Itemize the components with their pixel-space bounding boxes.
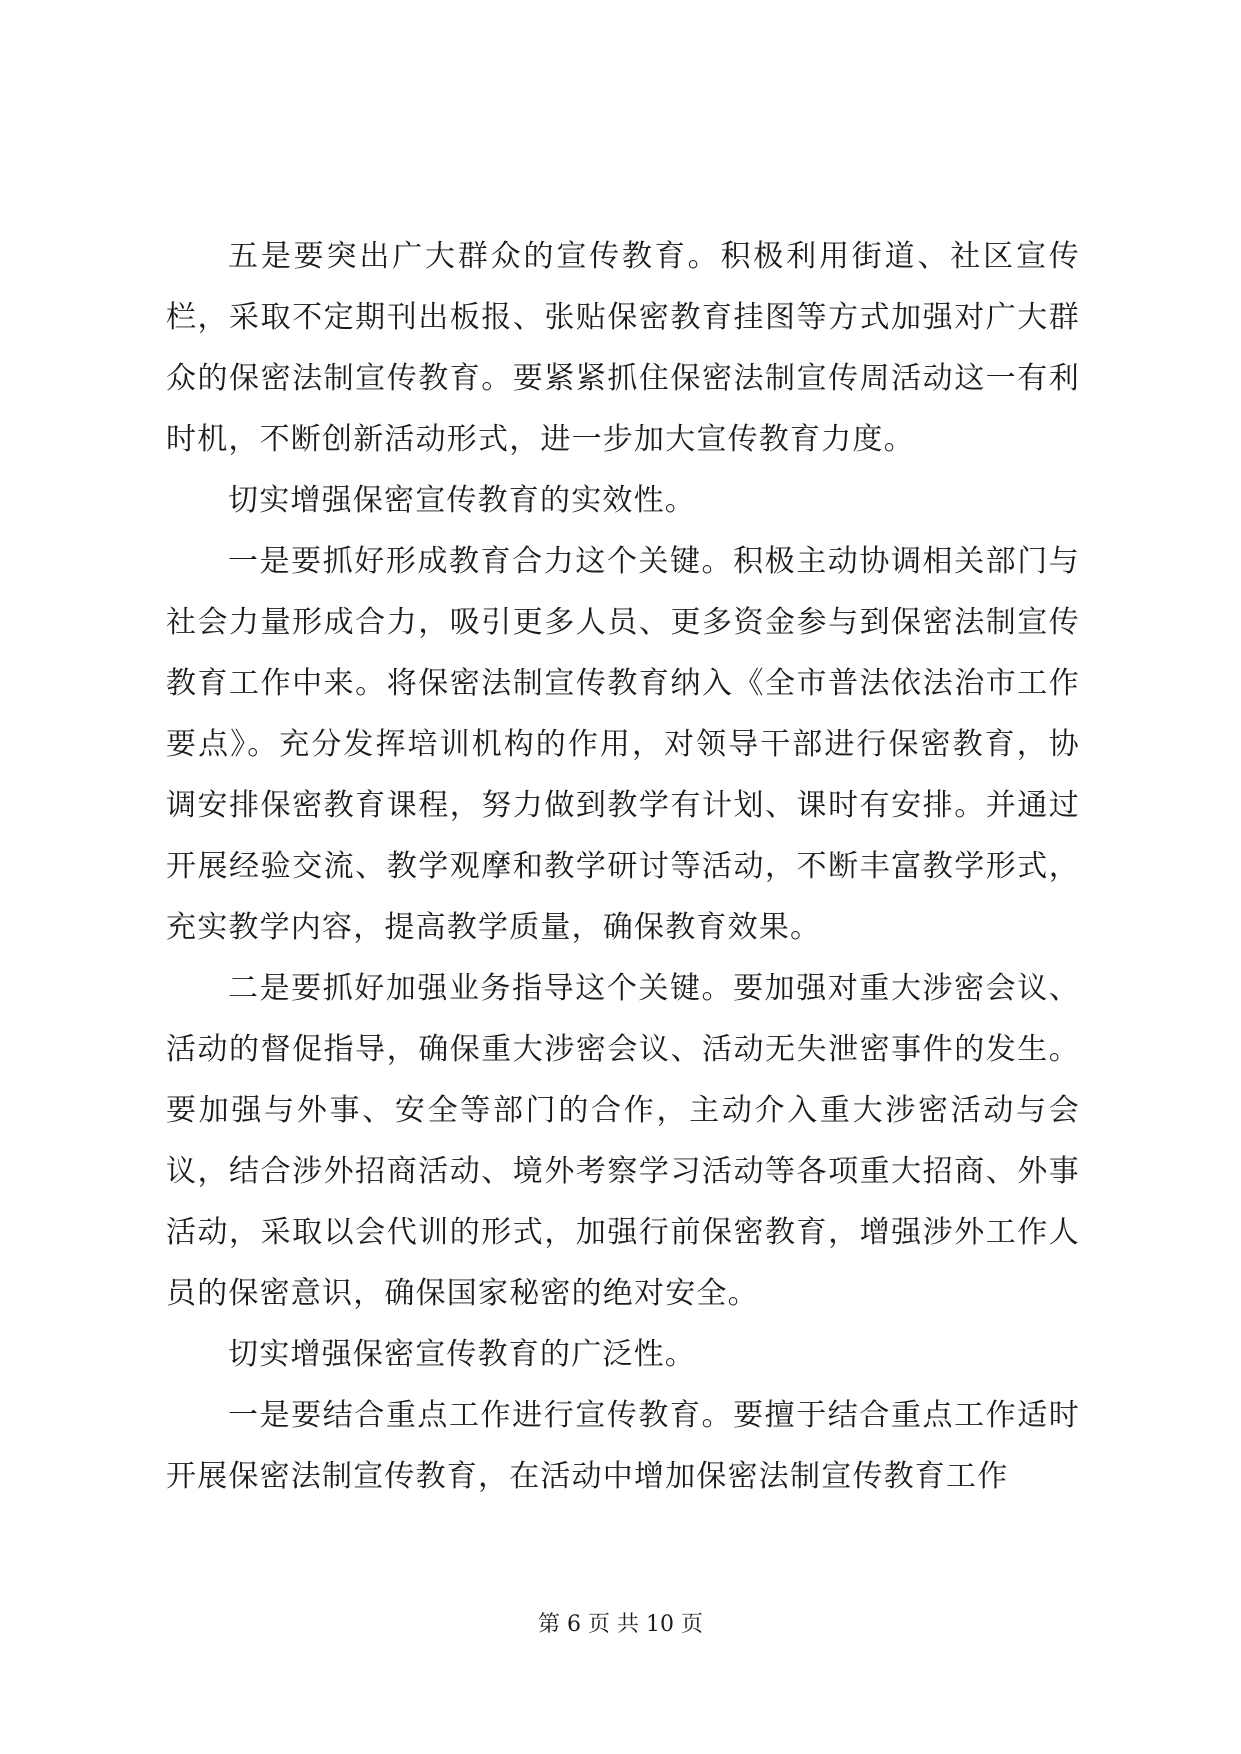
paragraph: 一是要抓好形成教育合力这个关键。积极主动协调相关部门与社会力量形成合力，吸引更多人员、更多资金参与到保密法制宣传教育工作中来。将保密法制宣传教育纳入《全市普法依法治市工作要点》。充分发挥培训机构的作用，对领导干部进行保密教育，协调安排保密教育课程，努力做到教学有计划、课时有安排。并通过开展经验交流、教学观摩和教学研讨等活动，不断丰富教学形式，充实教学内容，提高教学质量，确保教育效果。 — [166, 544, 1080, 945]
page-footer: 第 6 页 共 10 页 — [538, 1612, 703, 1637]
paragraph: 二是要抓好加强业务指导这个关键。要加强对重大涉密会议、活动的督促指导，确保重大涉密会议、活动无失泄密事件的发生。要加强与外事、安全等部门的合作，主动介入重大涉密活动与会议，结合涉外招商活动、境外考察学习活动等各项重大招商、外事活动，采取以会代训的形式，加强行前保密教育，增强涉外工作人员的保密意识，确保国家秘密的绝对安全。 — [166, 971, 1080, 1311]
document-body — [166, 226, 1080, 1507]
paragraph: 一是要结合重点工作进行宣传教育。要擅于结合重点工作适时开展保密法制宣传教育，在活动中增加保密法制宣传教育工作 — [166, 1398, 1080, 1494]
paragraph: 切实增强保密宣传教育的广泛性。 — [228, 1337, 696, 1372]
paragraph: 切实增强保密宣传教育的实效性。 — [228, 483, 696, 518]
paragraph: 五是要突出广大群众的宣传教育。积极利用街道、社区宣传栏，采取不定期刊出板报、张贴保密教育挂图等方式加强对广大群众的保密法制宣传教育。要紧紧抓住保密法制宣传周活动这一有利时机，不断创新活动形式，进一步加大宣传教育力度。 — [166, 239, 1080, 457]
